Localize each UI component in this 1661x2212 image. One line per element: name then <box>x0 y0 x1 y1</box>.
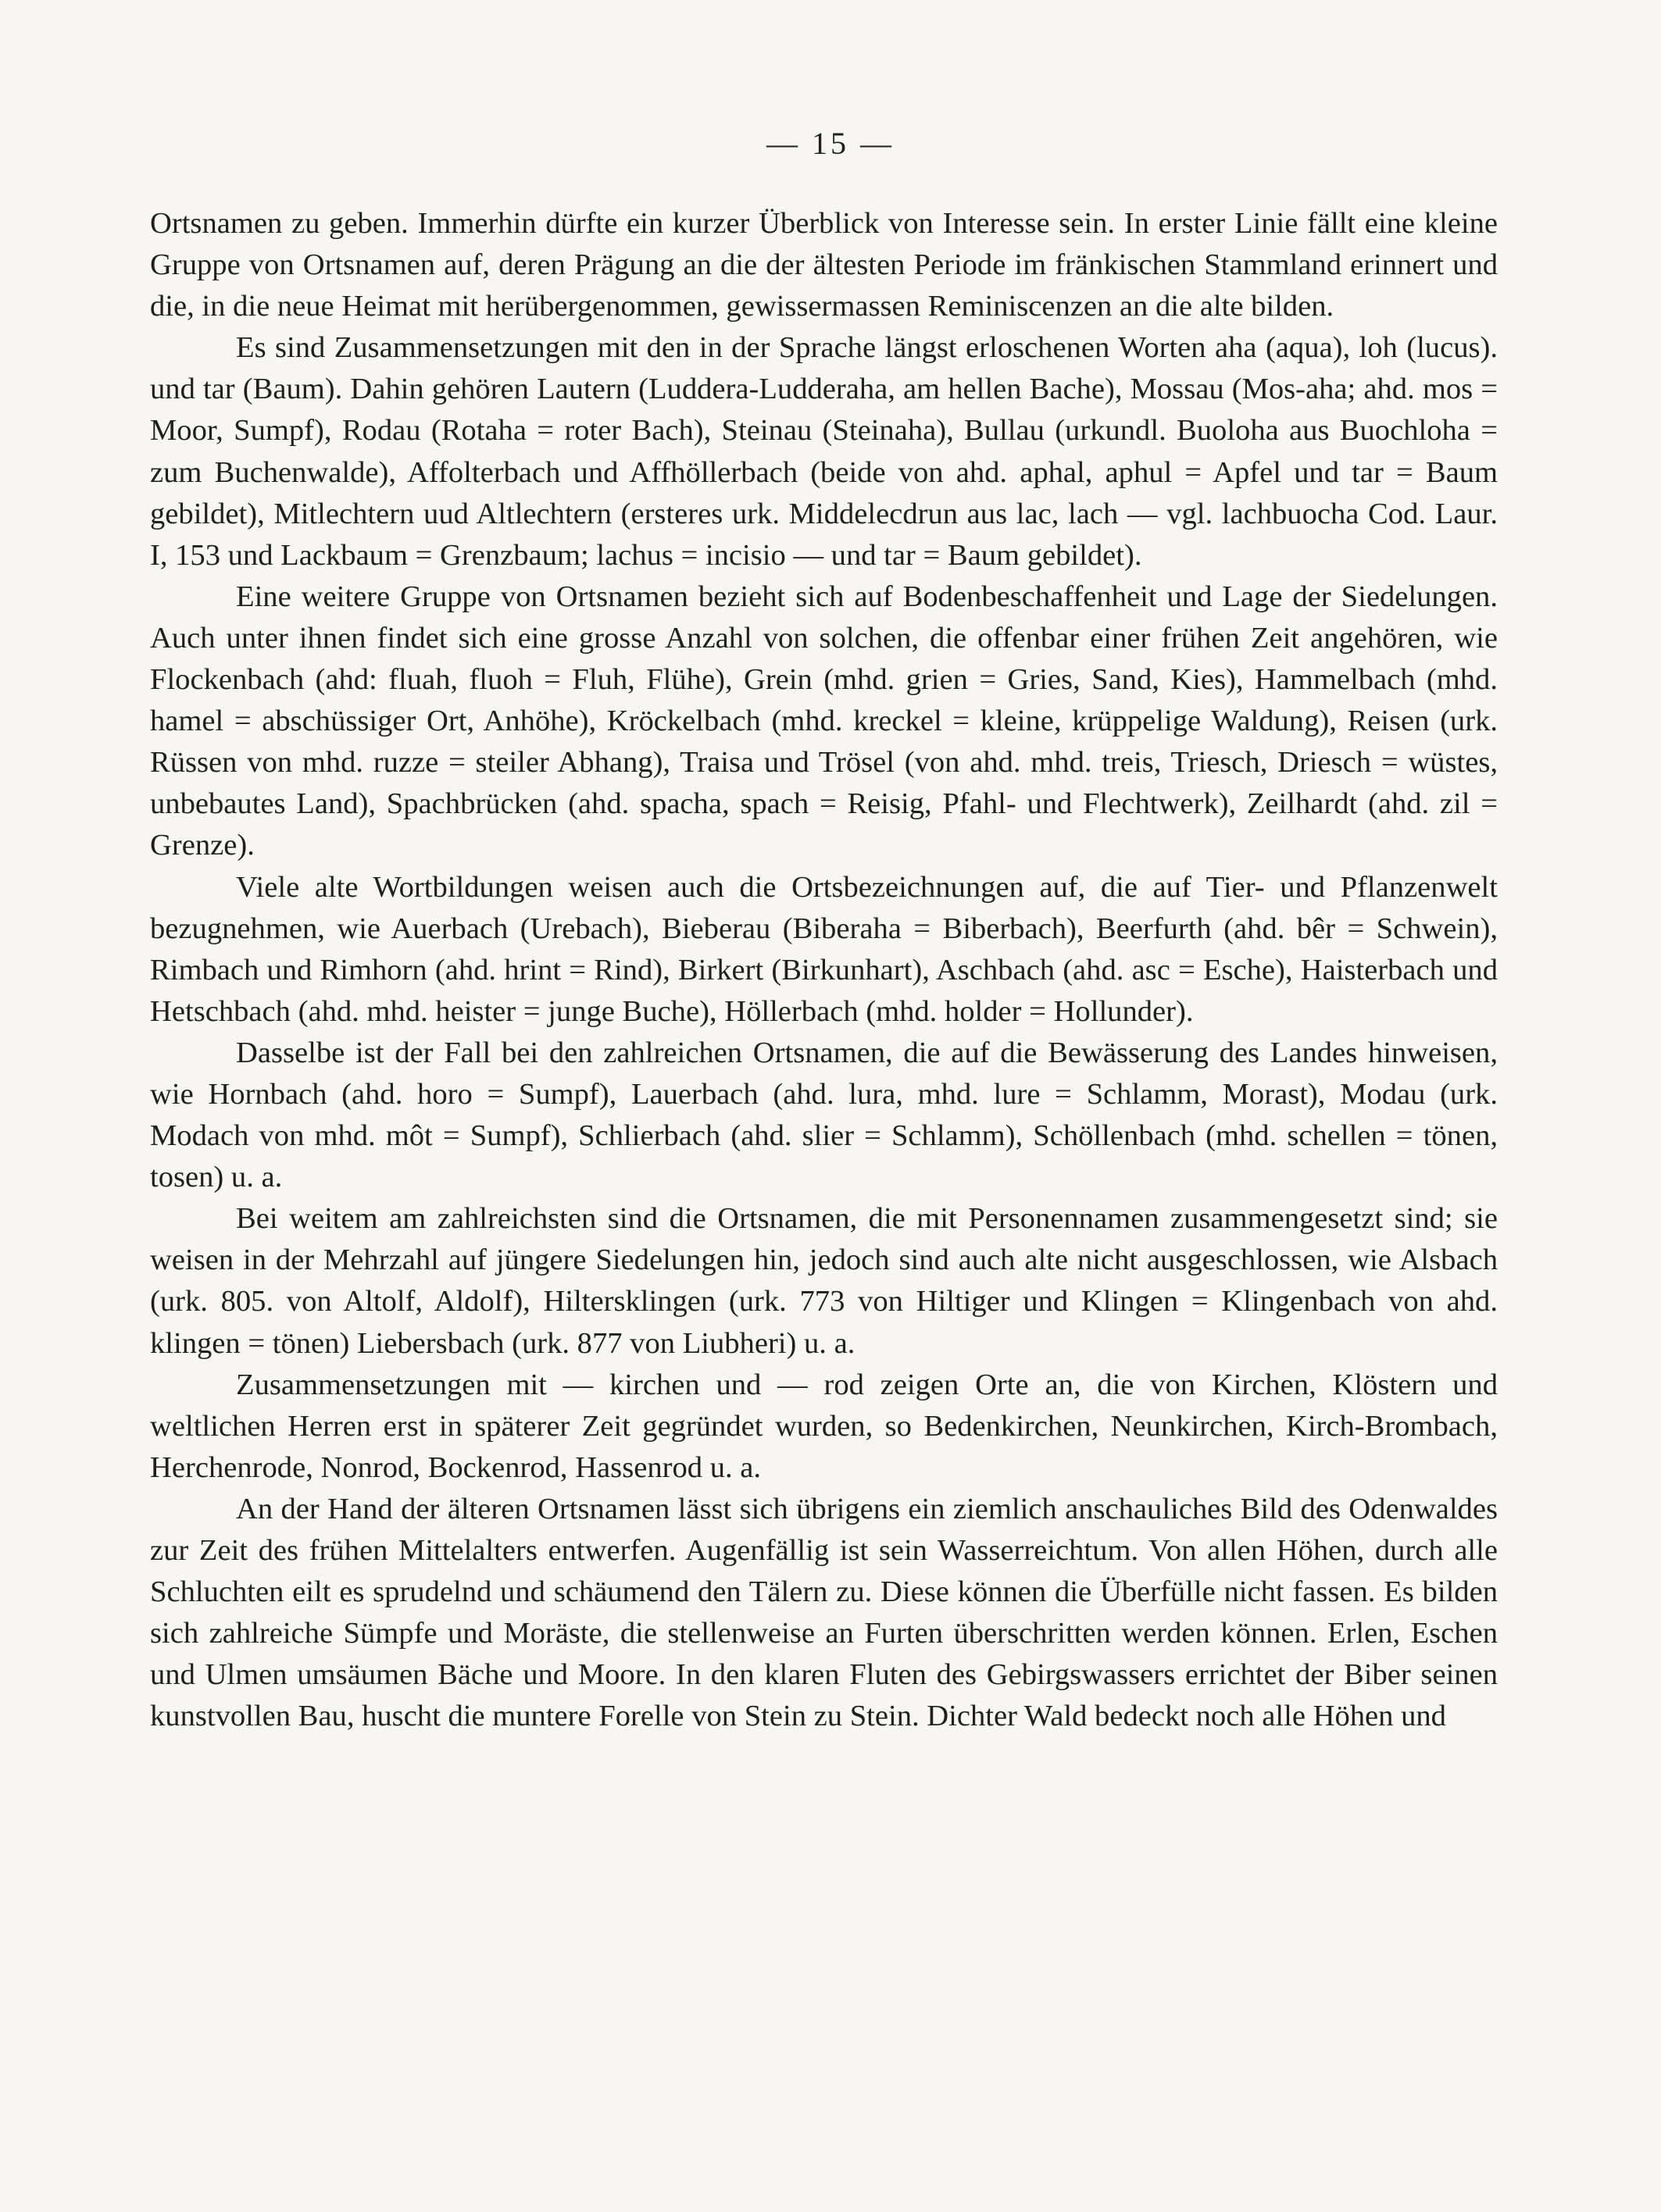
paragraph-6: Bei weitem am zahlreichsten sind die Ortsnamen, die mit Personennamen zusammengesetzt sind; sie weisen in der Mehrzahl auf jüngere Siedelungen hin, jedoch sind auch alte nicht ausgeschlossen, wie Alsbach (urk. 805. von Altolf, Aldolf), Hiltersklingen (urk. 773 von Hiltiger und Klingen = Klingenbach von ahd. klingen = tönen) Liebersbach (urk. 877 von Liubheri) u. a. <box>150 1202 1498 1360</box>
paragraph-7: Zusammensetzungen mit — kirchen und — rod zeigen Orte an, die von Kirchen, Klöstern und weltlichen Herren erst in späterer Zeit gegründet wurden, so Bedenkirchen, Neunkirchen, Kirch-Brombach, Herchenrode, Nonrod, Bockenrod, Hassenrod u. a. <box>150 1368 1498 1484</box>
paragraph-8: An der Hand der älteren Ortsnamen lässt sich übrigens ein ziemlich anschauliches Bild des Odenwaldes zur Zeit des frühen Mittelalters entwerfen. Augenfällig ist sein Wasserreichtum. Von allen Höhen, durch alle Schluchten eilt es sprudelnd und schäumend den Tälern zu. Diese können die Überfülle nicht fassen. Es bilden sich zahlreiche Sümpfe und Moräste, die stellenweise an Furten überschritten werden können. Erlen, Eschen und Ulmen umsäumen Bäche und Moore. In den klaren Fluten des Gebirgswassers errichtet der Biber seinen kunstvollen Bau, huscht die muntere Forelle von Stein zu Stein. Dichter Wald bedeckt noch alle Höhen und <box>150 1492 1498 1733</box>
paragraph-5: Dasselbe ist der Fall bei den zahlreichen Ortsnamen, die auf die Bewässerung des Landes hinweisen, wie Hornbach (ahd. horo = Sumpf), Lauerbach (ahd. lura, mhd. lure = Schlamm, Morast), Modau (urk. Modach von mhd. môt = Sumpf), Schlierbach (ahd. slier = Schlamm), Schöllenbach (mhd. schellen = tönen, tosen) u. a. <box>150 1036 1498 1194</box>
paragraph-4: Viele alte Wortbildungen weisen auch die Ortsbezeichnungen auf, die auf Tier- und Pflanzenwelt bezugnehmen, wie Auerbach (Urebach), Bieberau (Biberaha = Biberbach), Beerfurth (ahd. bêr = Schwein), Rimbach und Rimhorn (ahd. hrint = Rind), Birkert (Birkunhart), Aschbach (ahd. asc = Esche), Haisterbach und Hetschbach (ahd. mhd. heister = junge Buche), Höllerbach (mhd. holder = Hollunder). <box>150 870 1498 1028</box>
page-number: — 15 — <box>766 126 895 161</box>
paragraph-3: Eine weitere Gruppe von Ortsnamen bezieht sich auf Bodenbeschaffenheit und Lage der Siedelungen. Auch unter ihnen findet sich eine grosse Anzahl von solchen, die offenbar einer frühen Zeit angehören, wie Flockenbach (ahd: fluah, fluoh = Fluh, Flühe), Grein (mhd. grien = Gries, Sand, Kies), Hammelbach (mhd. hamel = abschüssiger Ort, Anhöhe), Kröckelbach (mhd. kreckel = kleine, krüppelige Waldung), Reisen (urk. Rüssen von mhd. ruzze = steiler Abhang), Traisa und Trösel (von ahd. mhd. treis, Triesch, Driesch = wüstes, unbebautes Land), Spachbrücken (ahd. spacha, spach = Reisig, Pfahl- und Flechtwerk), Zeilhardt (ahd. zil = Grenze). <box>150 580 1498 862</box>
paragraph-1: Ortsnamen zu geben. Immerhin dürfte ein kurzer Überblick von Interesse sein. In erster Linie fällt eine kleine Gruppe von Ortsnamen auf, deren Prägung an die der ältesten Periode im fränkischen Stammland erinnert und die, in die neue Heimat mit herübergenommen, gewissermassen Reminiscenzen an die alte bilden. <box>150 207 1498 323</box>
paragraph-2: Es sind Zusammensetzungen mit den in der Sprache längst erloschenen Worten aha (aqua), loh (lucus). und tar (Baum). Dahin gehören Lautern (Luddera-Ludderaha, am hellen Bache), Mossau (Mos-aha; ahd. mos = Moor, Sumpf), Rodau (Rotaha = roter Bach), Steinau (Steinaha), Bullau (urkundl. Buoloha aus Buochloha = zum Buchenwalde), Affolterbach und Affhöllerbach (beide von ahd. aphal, aphul = Apfel und tar = Baum gebildet), Mitlechtern uud Altlechtern (ersteres urk. Middelecdrun aus lac, lach — vgl. lachbuocha Cod. Laur. I, 153 und Lackbaum = Grenzbaum; lachus = incisio — und tar = Baum gebildet). <box>150 331 1498 572</box>
body-text <box>150 203 1498 1737</box>
